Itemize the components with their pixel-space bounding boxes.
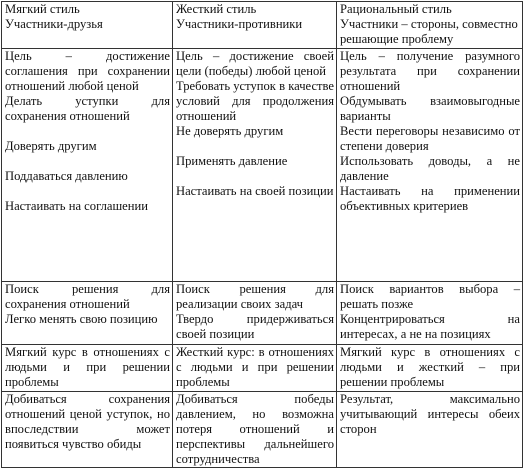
- header-subtitle: Участники-друзья: [5, 17, 103, 31]
- table-cell: [2, 282, 173, 345]
- header-cell-hard-style: [173, 2, 337, 49]
- header-subtitle: Участники – стороны, совместно решающие проблему: [340, 17, 518, 46]
- cell-paragraph: Настаивать на применении объективных критериев: [340, 184, 520, 213]
- table-cell: [2, 345, 173, 392]
- cell-paragraph: Мягкий курс в отношениях с людьми и при решении проблемы: [5, 345, 170, 389]
- cell-paragraph: Добиваться победы давлением, но возможна потеря отношений и перспективы дальнейшего сотрудничества: [176, 392, 334, 466]
- cell-paragraph: Жесткий курс: в отношениях с людьми и при решении проблемы: [176, 345, 334, 389]
- cell-paragraph: Поддаваться давлению: [5, 169, 128, 183]
- header-title: Мягкий стиль: [5, 2, 80, 16]
- cell-paragraph: Цель – достижение соглашения при сохранении отношений любой ценой: [5, 49, 170, 93]
- header-title: Рациональный стиль: [340, 2, 452, 16]
- header-cell-rational-style: [337, 2, 523, 49]
- table-row: [2, 345, 523, 392]
- cell-paragraph: Легко менять свою позицию: [5, 312, 158, 326]
- table-cell: [2, 392, 173, 468]
- header-subtitle: Участники-противники: [176, 17, 303, 31]
- cell-paragraph: Использовать доводы, а не давление: [340, 154, 520, 183]
- cell-paragraph: Твердо придерживаться своей позиции: [176, 312, 334, 341]
- cell-paragraph: Поиск вариантов выбора – решать позже: [340, 282, 520, 311]
- cell-paragraph: Требовать уступок в качестве условий для продолжения отношений: [176, 79, 334, 123]
- table-row: [2, 282, 523, 345]
- header-title: Жесткий стиль: [176, 2, 257, 16]
- cell-paragraph: Применять давление: [176, 154, 288, 168]
- table-header-row: [2, 2, 523, 49]
- header-cell-soft-style: [2, 2, 173, 49]
- table-cell: [337, 282, 523, 345]
- table-cell: [173, 392, 337, 468]
- table-cell: [337, 345, 523, 392]
- cell-paragraph: Настаивать на соглашении: [5, 199, 148, 213]
- cell-paragraph: Концентрироваться на интересах, а не на позициях: [340, 312, 520, 341]
- cell-paragraph: Поиск решения для сохранения отношений: [5, 282, 170, 311]
- cell-paragraph: Цель – достижение своей цели (победы) любой ценой: [176, 49, 334, 78]
- table-cell: [2, 49, 173, 282]
- table-row: [2, 392, 523, 468]
- table-cell: [337, 49, 523, 282]
- styles-comparison-table: [1, 1, 523, 468]
- table-cell: [173, 282, 337, 345]
- cell-paragraph: Доверять другим: [5, 139, 97, 153]
- table-cell: [173, 345, 337, 392]
- cell-paragraph: Вести переговоры независимо от степени доверия: [340, 124, 520, 153]
- cell-paragraph: Делать уступки для сохранения отношений: [5, 94, 170, 123]
- cell-paragraph: Результат, максимально учитывающий интересы обеих сторон: [340, 392, 520, 436]
- table-cell: [337, 392, 523, 468]
- cell-paragraph: Обдумывать взаимовыгодные варианты: [340, 94, 520, 123]
- cell-paragraph: Добиваться сохранения отношений ценой уступок, но впоследствии может появиться чувство обиды: [5, 392, 170, 451]
- table-cell: [173, 49, 337, 282]
- cell-paragraph: Поиск решения для реализации своих задач: [176, 282, 334, 311]
- table-row: [2, 49, 523, 282]
- cell-paragraph: Цель – получение разумного результата при сохранении отношений: [340, 49, 520, 93]
- cell-paragraph: Настаивать на своей позиции: [176, 184, 334, 198]
- cell-paragraph: Мягкий курс в отношениях с людьми и жесткий – при решении проблемы: [340, 345, 520, 389]
- cell-paragraph: Не доверять другим: [176, 124, 284, 138]
